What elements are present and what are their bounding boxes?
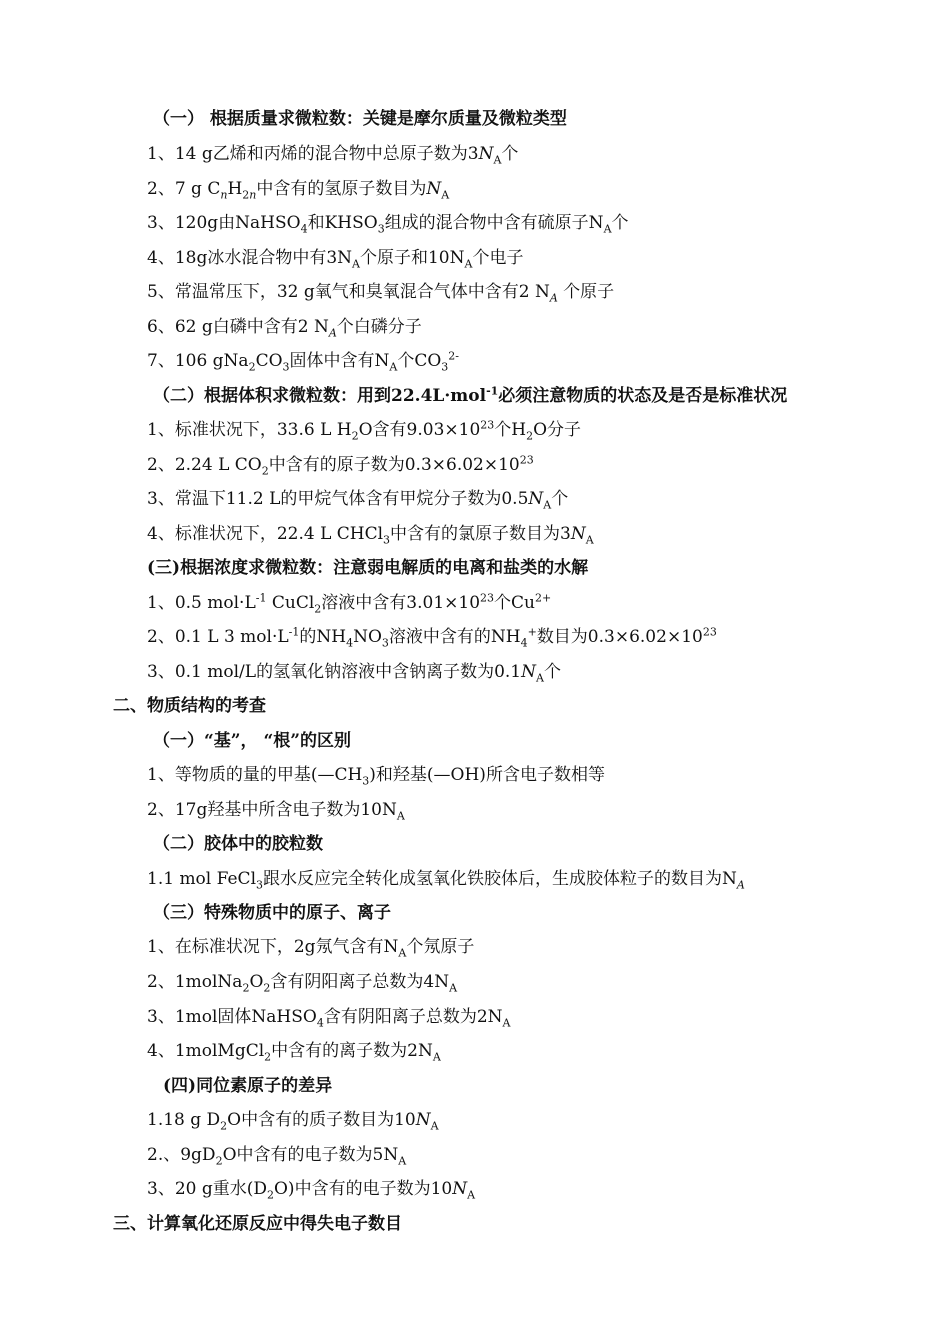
- list-item: 4、18g冰水混合物中有$3N_A$个原子和$10N_A$个电子: [147, 248, 524, 271]
- chapter-heading-redox: 三、计算氧化还原反应中得失电子数目: [113, 1214, 402, 1234]
- list-item: 2、2.24 L $CO_2$中含有的原子数为$0.3\times 6.02\times 10^{23}$: [147, 453, 534, 478]
- list-item: 4、标准状况下，22.4 L CHCl$_3$中含有的氯原子数目为$3N_A$: [147, 524, 594, 547]
- list-item: 7、106 $gNa_2CO_3$固体中含有$N_A$个$CO_3^{2-}$: [147, 349, 460, 374]
- chapter-heading-structure: 二、物质结构的考查: [113, 696, 266, 716]
- list-item: 4、1molMgCl$_2$中含有的离子数为$2N_A$: [147, 1041, 441, 1064]
- section-heading-radical: （一）“基”， “根”的区别: [153, 731, 352, 751]
- list-item: 1、0.5 $mol\cdot L^{-1}$ CuCl$_2$溶液中含有$3.01\times 10^{23}$个$Cu^{2+}$: [147, 591, 552, 616]
- list-item: 3、20 g重水$(D_2O)$中含有的电子数为$10N_A$: [147, 1179, 476, 1202]
- list-item: 2、7 g $C_nH_{2n}$中含有的氢原子数目为$N_A$: [147, 179, 450, 202]
- list-item: 6、62 g白磷中含有2 $N_A$个白磷分子: [147, 317, 422, 340]
- section-heading-special: （三）特殊物质中的原子、离子: [153, 903, 391, 923]
- list-item: 2、17g羟基中所含电子数为$10N_A$: [147, 800, 405, 823]
- list-item: 1.1 mol FeCl$_3$跟水反应完全转化成氢氧化铁胶体后，生成胶体粒子的数目为$N_A$: [147, 869, 745, 892]
- list-item: 3、1mol固体NaHSO$_4$含有阴阳离子总数为$2N_A$: [147, 1007, 511, 1030]
- list-item: 3、0.1 mol/L的氢氧化钠溶液中含钠离子数为$0.1N_A$个: [147, 662, 561, 685]
- section-heading-concentration: (三)根据浓度求微粒数：注意弱电解质的电离和盐类的水解: [147, 558, 589, 578]
- list-item: 1、14 g乙烯和丙烯的混合物中总原子数为$3N_A$个: [147, 144, 519, 167]
- list-item: 1、标准状况下，33.6 L $H_2O$含有$9.03\times 10^{23}$个$H_2O$分子: [147, 418, 582, 443]
- section-heading-volume: （二）根据体积求微粒数：用到22.4L·mol$^{-1}$必须注意物质的状态及是否是标准状况: [153, 384, 788, 406]
- list-item: 2.、$9gD_2O$中含有的电子数为$5N_A$: [147, 1145, 407, 1168]
- list-item: 3、常温下11.2 L的甲烷气体含有甲烷分子数为$0.5N_A$个: [147, 489, 569, 512]
- list-item: 3、120g由NaHSO$_4$和$KHSO_3$组成的混合物中含有硫原子$N_A$个: [147, 213, 629, 236]
- section-heading-isotope: (四)同位素原子的差异: [163, 1076, 333, 1096]
- list-item: 2、$1molNa_2O_2$含有阴阳离子总数为$4N_A$: [147, 972, 458, 995]
- section-heading-colloid: （二）胶体中的胶粒数: [153, 834, 323, 854]
- list-item: 1.18 g $D_2O$中含有的质子数目为$10N_A$: [147, 1110, 439, 1133]
- list-item: 1、等物质的量的甲基$(—CH_3)$和羟基(—OH)所含电子数相等: [147, 765, 605, 788]
- list-item: 5、常温常压下，32 g氧气和臭氧混合气体中含有2 $N_A$ 个原子: [147, 282, 615, 305]
- list-item: 1、在标准状况下，2g氖气含有$N_A$个氖原子: [147, 937, 475, 960]
- list-item: 2、0.1 L 3 $mol\cdot L^{-1}$的$NH_4NO_3$溶液中含有的$NH_4^+$数目为$0.3\times 6.02\times 10^{23}$: [147, 625, 717, 650]
- section-heading-mass: （一） 根据质量求微粒数：关键是摩尔质量及微粒类型: [153, 109, 567, 129]
